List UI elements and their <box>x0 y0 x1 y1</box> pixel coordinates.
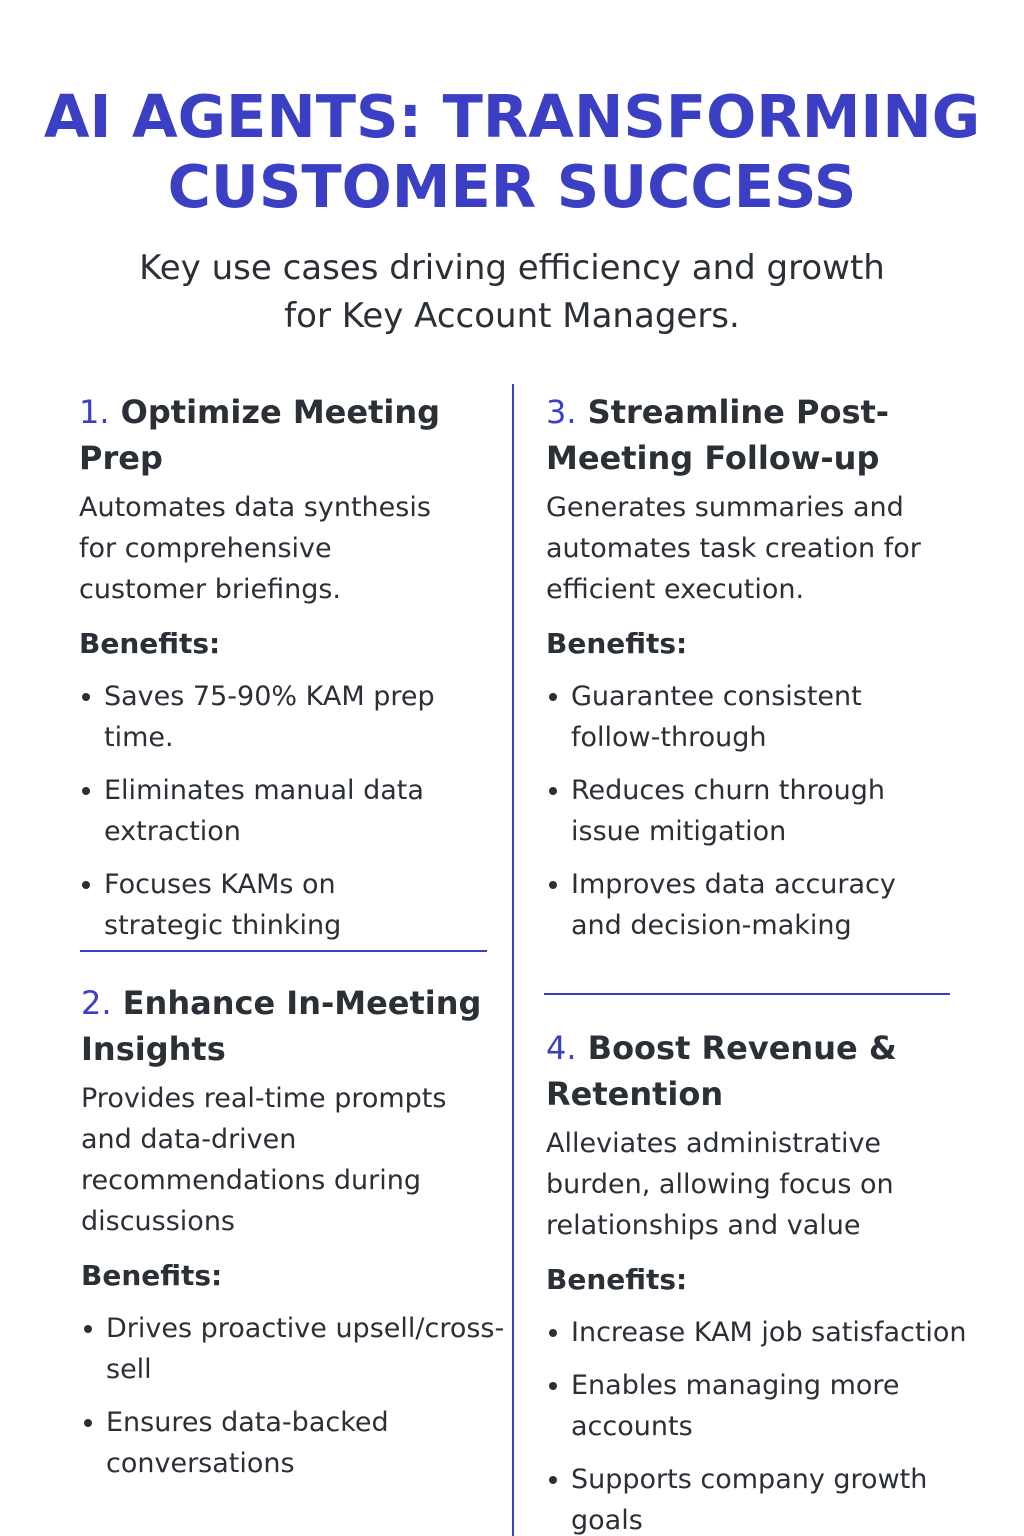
bullet-icon <box>549 693 557 701</box>
benefit-text: Eliminates manual data extraction <box>104 775 424 847</box>
benefit-item <box>79 770 459 852</box>
section-number: 2. <box>81 984 112 1022</box>
benefits-label: Benefits: <box>546 627 688 660</box>
benefit-item <box>79 676 459 758</box>
section-title-text: Boost Revenue & Retention <box>546 1029 897 1113</box>
benefit-text: Supports company growth goals <box>571 1464 928 1536</box>
subtitle-line-1: Key use cases driving efficiency and growth <box>139 248 885 288</box>
benefit-item <box>81 1308 506 1390</box>
section-title <box>81 980 506 1072</box>
bullet-icon <box>549 1476 557 1484</box>
subtitle-line-2: for Key Account Managers. <box>284 296 740 336</box>
section-number: 3. <box>546 393 577 431</box>
section-title-text: Enhance In-Meeting Insights <box>81 984 482 1068</box>
section-optimize-meeting-prep <box>79 389 499 958</box>
section-title-text: Streamline Post-Meeting Follow-up <box>546 393 890 477</box>
page-title <box>0 82 1024 222</box>
benefits-list <box>81 1308 506 1484</box>
bullet-icon <box>549 1382 557 1390</box>
benefits-list <box>546 1312 986 1536</box>
benefit-item <box>546 1312 986 1353</box>
benefit-text: Reduces churn through issue mitigation <box>571 775 885 847</box>
benefits-label: Benefits: <box>546 1263 688 1296</box>
benefit-text: Guarantee consistent follow-through <box>571 681 862 753</box>
benefits-label: Benefits: <box>79 627 221 660</box>
section-number: 1. <box>79 393 110 431</box>
benefit-text: Saves 75-90% KAM prep time. <box>104 681 435 753</box>
benefit-item <box>81 1402 506 1484</box>
benefit-text: Focuses KAMs on strategic thinking <box>104 869 342 941</box>
bullet-icon <box>84 1419 92 1427</box>
section-title <box>546 389 946 481</box>
bullet-icon <box>82 881 90 889</box>
section-streamline-post-meeting-follow-up <box>546 389 946 958</box>
section-description: Alleviates administrative burden, allowing focus on relationships and value <box>546 1128 894 1241</box>
page-subtitle <box>112 244 912 340</box>
section-description: Generates summaries and automates task creation for efficient execution. <box>546 492 921 605</box>
section-number: 4. <box>546 1029 577 1067</box>
benefit-item <box>546 864 926 946</box>
benefit-item <box>79 864 459 946</box>
benefit-text: Enables managing more accounts <box>571 1370 900 1442</box>
section-boost-revenue-retention <box>546 1025 986 1536</box>
title-line-1: AI AGENTS: TRANSFORMING <box>43 82 981 151</box>
title-line-2: CUSTOMER SUCCESS <box>167 152 857 221</box>
column-divider <box>512 384 514 1536</box>
section-title <box>546 1025 906 1117</box>
section-enhance-in-meeting-insights <box>81 980 506 1496</box>
benefit-text: Improves data accuracy and decision-making <box>571 869 896 941</box>
bullet-icon <box>549 787 557 795</box>
benefit-text: Increase KAM job satisfaction <box>571 1317 967 1348</box>
section-title <box>79 389 499 481</box>
benefits-label: Benefits: <box>81 1259 223 1292</box>
bullet-icon <box>82 693 90 701</box>
benefits-list <box>79 676 459 946</box>
benefit-item <box>546 1459 986 1536</box>
benefit-item <box>546 1365 986 1447</box>
benefit-item <box>546 770 926 852</box>
bullet-icon <box>82 787 90 795</box>
section-divider <box>80 950 487 952</box>
bullet-icon <box>549 1329 557 1337</box>
benefit-text: Drives proactive upsell/cross-sell <box>106 1313 505 1385</box>
bullet-icon <box>84 1325 92 1333</box>
bullet-icon <box>549 881 557 889</box>
section-description: Provides real-time prompts and data-driven recommendations during discussions <box>81 1083 447 1237</box>
section-description: Automates data synthesis for comprehensive customer briefings. <box>79 492 431 605</box>
benefit-item <box>546 676 926 758</box>
section-divider <box>544 993 950 995</box>
section-title-text: Optimize Meeting Prep <box>79 393 441 477</box>
benefits-list <box>546 676 926 946</box>
benefit-text: Ensures data-backed conversations <box>106 1407 389 1479</box>
